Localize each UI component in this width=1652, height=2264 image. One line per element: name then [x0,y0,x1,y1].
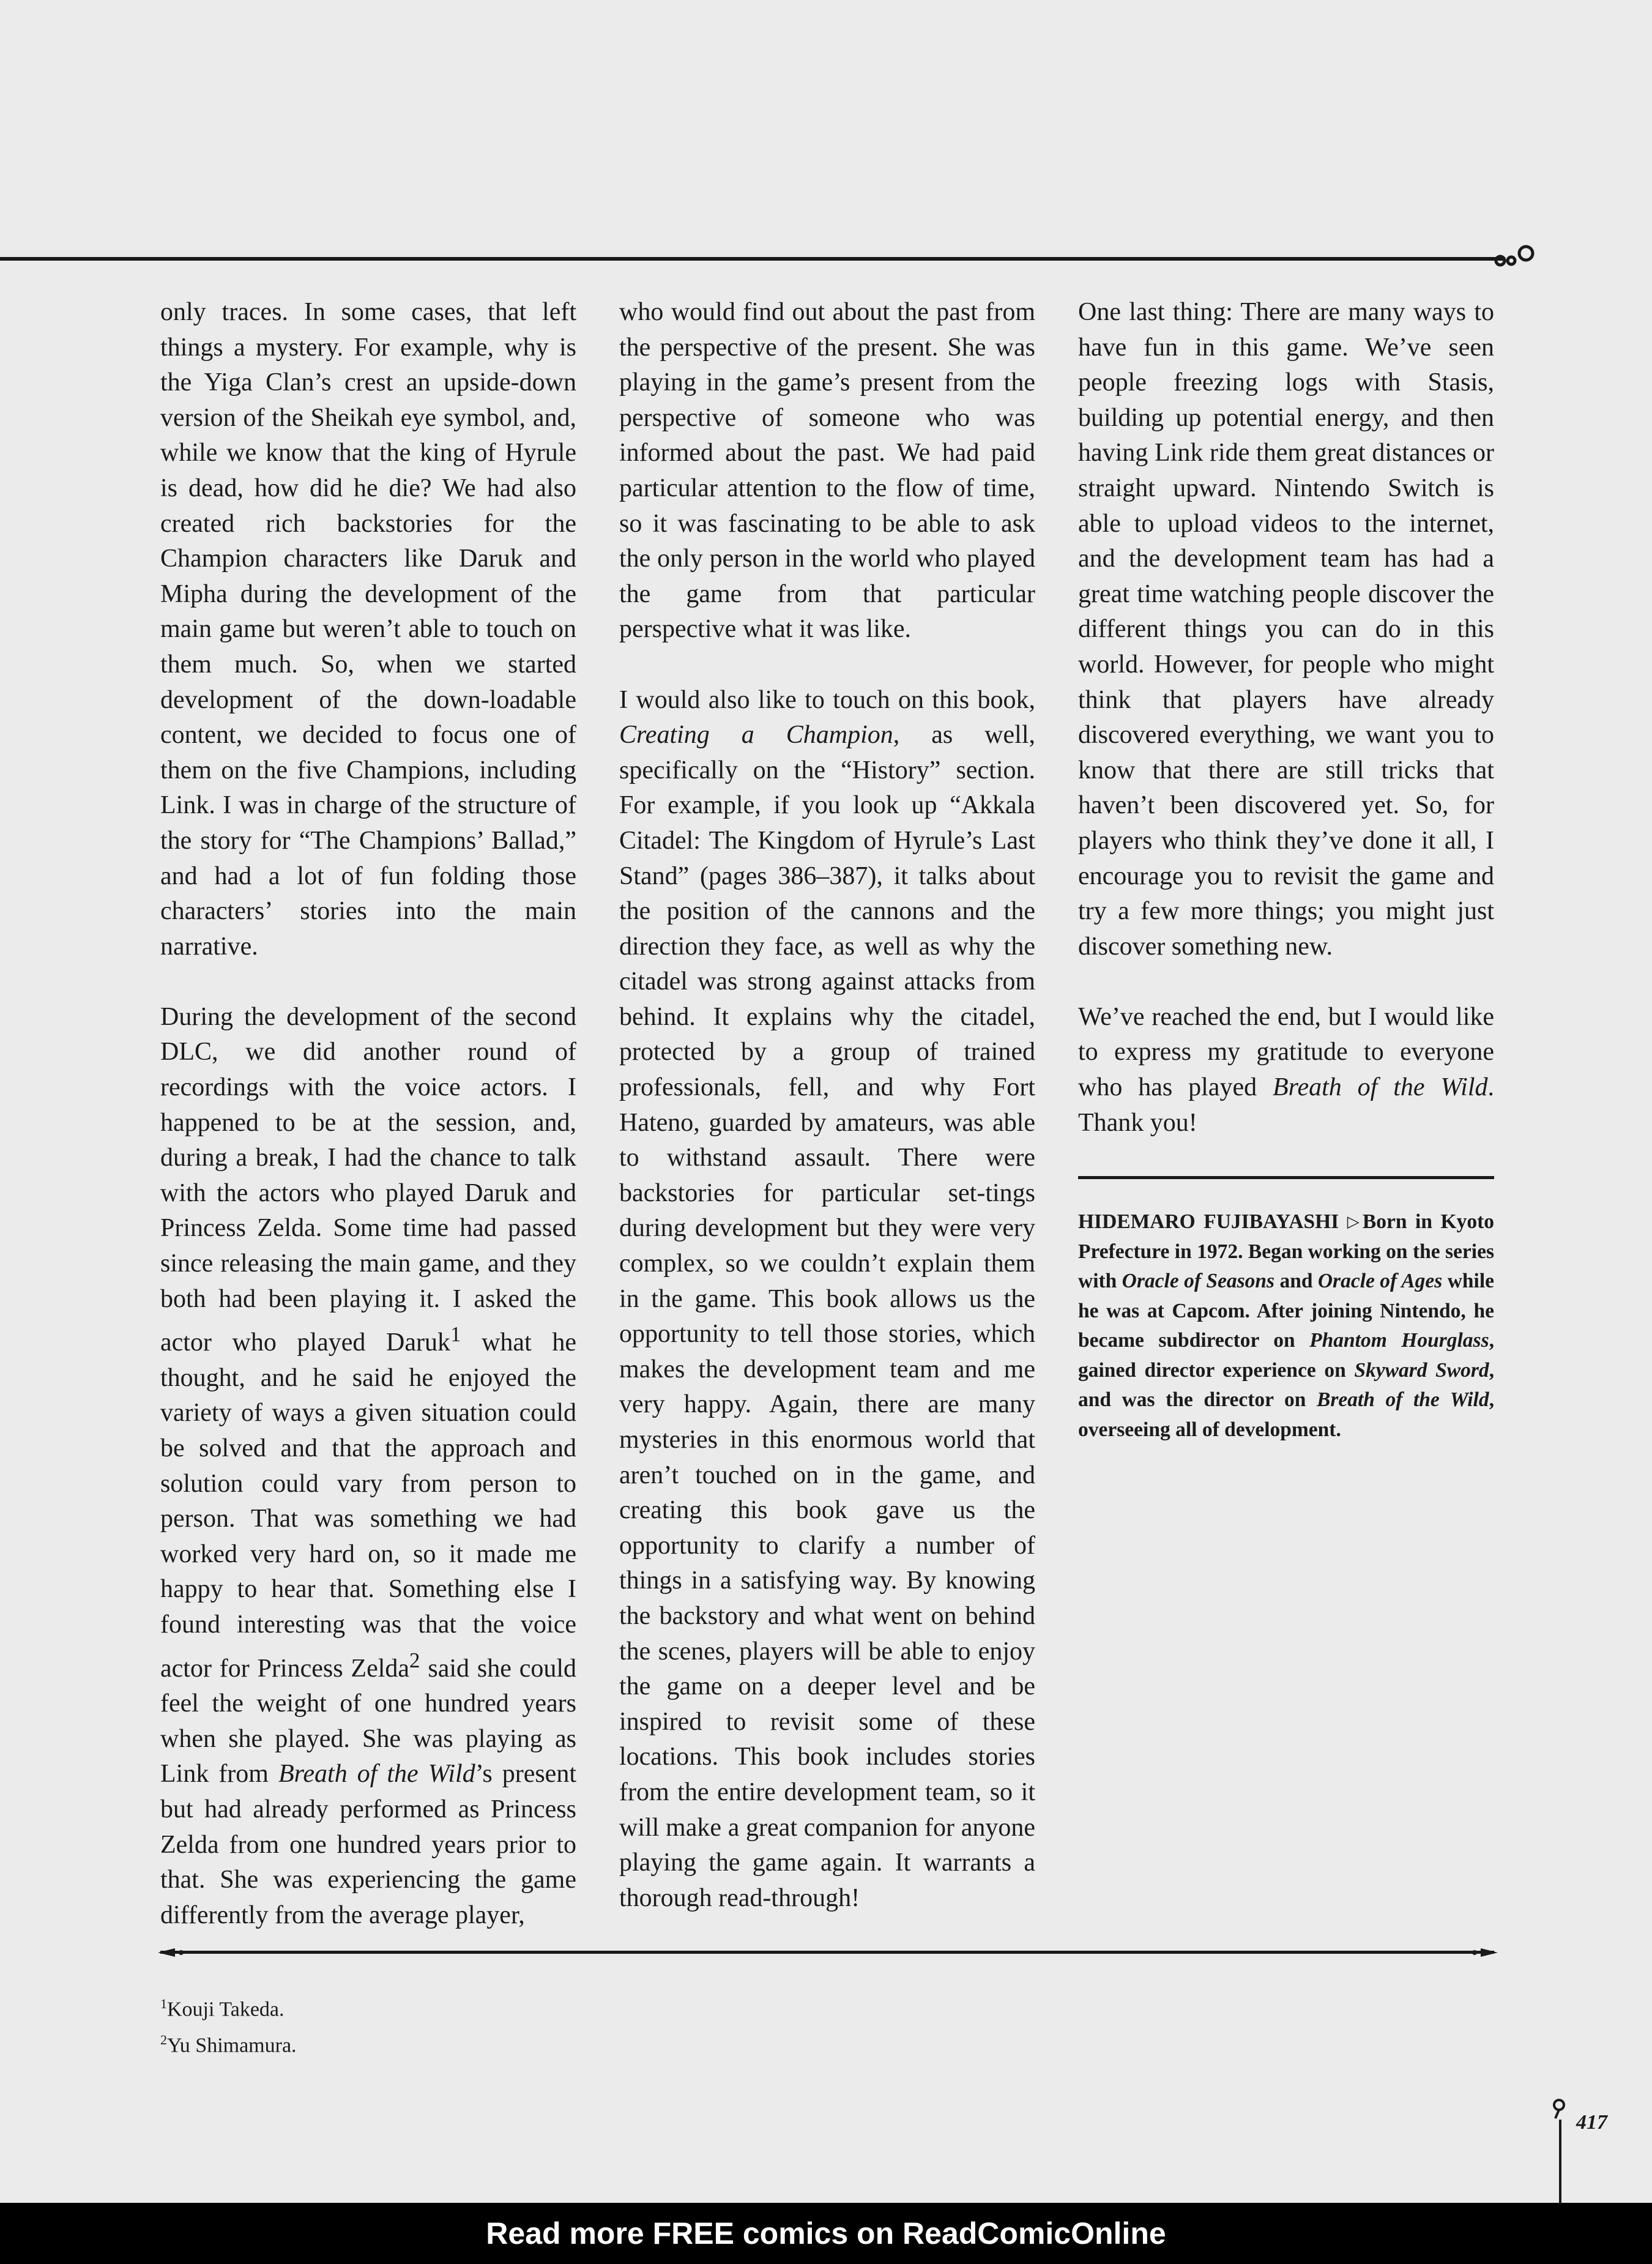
rule-end-ornament-icon [157,1943,199,1962]
footnote: $^1$Kouji Takeda. [160,1996,285,2021]
author-name: HIDEMARO FUJIBAYASHI [1078,1210,1339,1234]
bio-divider [1078,1176,1494,1179]
page-number: 417 [1576,2111,1607,2134]
paragraph: We’ve reached the end, but I would like to express my gratitude to everyone who has played Breath of the Wild. Thank you! [1078,1002,1494,1137]
text-column-1 [160,295,576,1933]
paragraph: only traces. In some cases, that left things a mystery. For example, why is the Yiga Clan’s crest an upside-down version of the Sheikah eye symbol, and, while we know that the king of Hyrule is dead, how did he die? We had also created rich backstories for the Champion characters like Daruk and Mipha during the development of the main game but weren’t able to touch on them much. So, when we started development of the down-loadable content, we decided to focus one of them on the five Champions, including Link. I was in charge of the structure of the story for “The Champions’ Ballad,” and had a lot of fun folding those characters’ stories into the main narrative. [160,298,576,961]
footnotes [160,1989,297,2061]
top-rule [0,257,1505,261]
rule-end-ornament-icon [1456,1943,1499,1962]
bottom-rule [160,1951,1494,1954]
paragraph: who would find out about the past from the perspective of the present. She was playing in the game’s present from the perspective of someone who was informed about the past. We had paid particular attention to the flow of time, so it was fascinating to be able to ask the only person in the world who played the game from that particular perspective what it was like. [619,298,1035,644]
author-bio: HIDEMARO FUJIBAYASHI ▷Born in Kyoto Prefecture in 1972. Began working on the series with Oracle of Seasons and Oracle of Ages while he was at Capcom. After joining Nintendo, he became subdirector on Phantom Hourglass, gained director experience on Skyward Sword, and was the director on Breath of the Wild, overseeing all of development. [1078,1210,1495,1441]
footnote: $^2$Yu Shimamura. [160,2032,297,2057]
paragraph: I would also like to touch on this book, Creating a Champion, as well, specifically on the “History” section. For example, if you look up “Akkala Citadel: The Kingdom of Hyrule’s Last Stand” (pages 386–387), it talks about the position of the cannons and the direction they face, as well as why the citadel was strong against attacks from behind. It explains why the citadel, protected by a group of trained professionals, fell, and why Fort Hateno, guarded by amateurs, was able to withstand assault. There were backstories for particular set-tings during development but they were very complex, so we couldn’t explain them in the game. This book allows us the opportunity to tell those stories, which makes the development team and me very happy. Again, there are many mysteries in this enormous world that aren’t touched on in the game, and creating this book gave us the opportunity to clarify a number of things in a satisfying way. By knowing the backstory and what went on behind the scenes, players will be able to enjoy the game on a deeper level and be inspired to revisit some of these locations. This book includes stories from the entire development team, so it will make a great companion for anyone playing the game again. It warrants a thorough read-through! [619,685,1035,1912]
text-column-3 [1078,295,1494,1445]
ornament-icon [1487,239,1536,275]
paragraph: During the development of the second DLC, we did another round of recordings with the voice actors. I happened to be at the session, and, during a break, I had the chance to talk with the actors who played Daruk and Princess Zelda. Some time had passed since releasing the main game, and they both had been playing it. I asked the actor who played Daruk$^1$ what he thought, and he said he enjoyed the variety of ways a given situation could be solved and that the approach and solution could vary from person to person. That was something we had worked very hard on, so it made me happy to hear that. Something else I found interesting was that the voice actor for Princess Zelda$^2$ said she could feel the weight of one hundred years when she played. She was playing as Link from Breath of the Wild’s present but had already performed as Princess Zelda from one hundred years prior to that. She was experiencing the game differently from the average player, [160,1002,576,1929]
footnote-ref: 2 [409,1648,420,1672]
arrow-icon: ▷ [1347,1213,1363,1231]
text-column-2 [619,295,1035,1916]
promo-banner[interactable]: Read more FREE comics on ReadComicOnline [0,2203,1652,2264]
page-number-ornament-icon [1547,2098,1571,2208]
paragraph: One last thing: There are many ways to have fun in this game. We’ve seen people freezing logs with Stasis, building up potential energy, and then having Link ride them great distances or straight upward. Nintendo Switch is able to upload videos to the internet, and the development team has had a great time watching people discover the different things you can do in this world. However, for people who might think that players have already discovered everything, we want you to know that there are still tricks that haven’t been discovered yet. So, for players who think they’ve done it all, I encourage you to revisit the game and try a few more things; you might just discover something new. [1078,298,1494,961]
footnote-ref: 1 [450,1322,461,1347]
